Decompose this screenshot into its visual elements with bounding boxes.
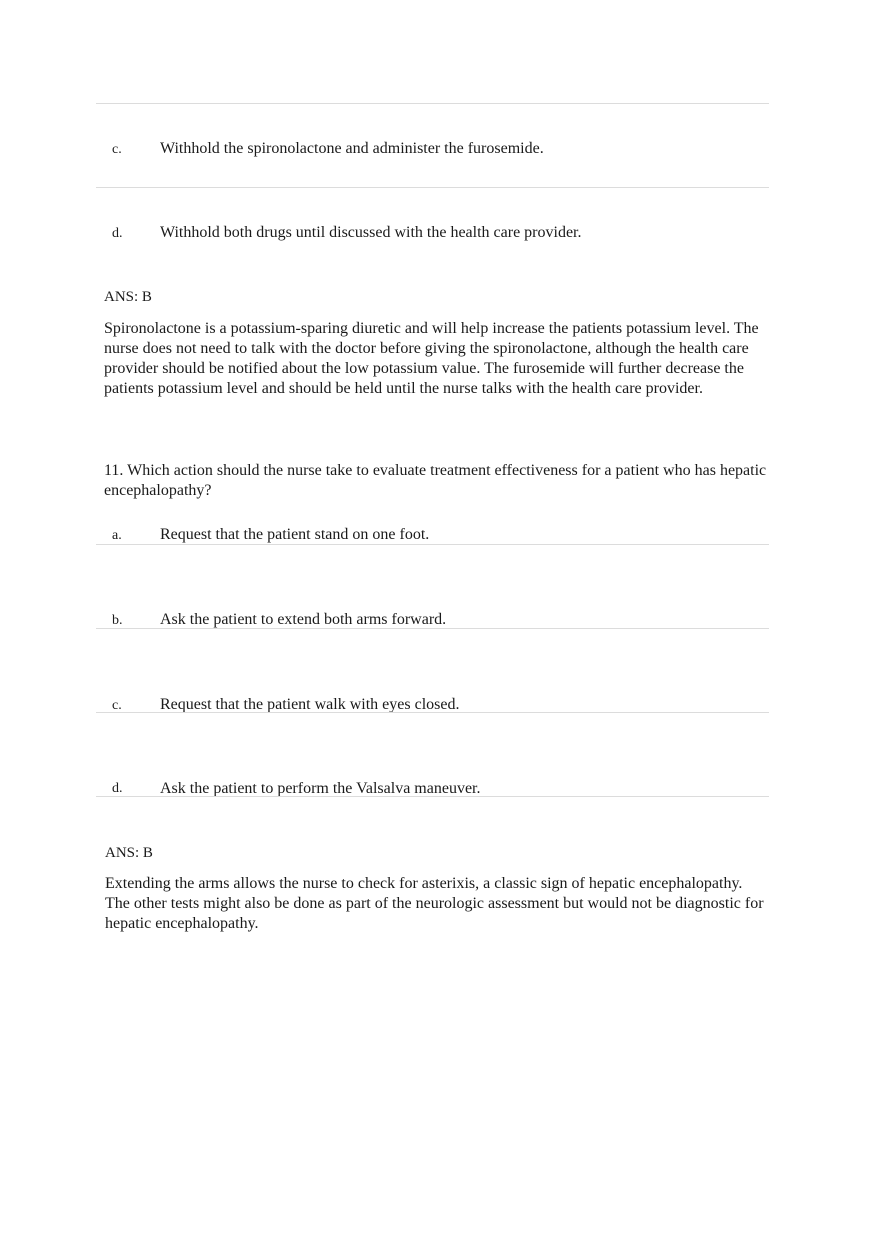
option-divider: [96, 103, 769, 104]
option-letter: c.: [112, 698, 122, 713]
answer-rationale: Extending the arms allows the nurse to check for asterixis, a classic sign of hepatic encephalopathy. The other tests might also be done as part of the neurologic assessment but would not be diagnostic for hepatic encephalopathy.: [105, 875, 764, 932]
option-text: Withhold both drugs until discussed with the health care provider.: [160, 224, 582, 241]
option-text: Ask the patient to extend both arms forward.: [160, 611, 447, 628]
option-letter: d.: [112, 781, 123, 796]
option-divider: [96, 712, 769, 713]
option-letter: b.: [112, 613, 123, 628]
answer-rationale: Spironolactone is a potassium-sparing diuretic and will help increase the patients potassium level. The nurse does not need to talk with the doctor before giving the spironolactone, although the health care provider should be notified about the low potassium value. The furosemide will further decrease the patients potassium level and should be held until the nurse talks with the health care provider.: [104, 320, 759, 397]
option-divider: [96, 187, 769, 188]
option-letter: a.: [112, 528, 122, 543]
option-text: Ask the patient to perform the Valsalva maneuver.: [160, 780, 481, 797]
option-letter: d.: [112, 226, 123, 241]
option-text: Withhold the spironolactone and administer the furosemide.: [160, 140, 544, 157]
option-text: Request that the patient walk with eyes closed.: [160, 696, 460, 713]
option-text: Request that the patient stand on one foot.: [160, 526, 430, 543]
option-divider: [96, 544, 769, 545]
question-text: 11. Which action should the nurse take to evaluate treatment effectiveness for a patient who has hepatic encephalopathy?: [104, 462, 767, 499]
answer-label: ANS: B: [104, 289, 152, 305]
option-letter: c.: [112, 142, 122, 157]
answer-label: ANS: B: [105, 845, 153, 861]
option-divider: [96, 628, 769, 629]
option-divider: [96, 796, 769, 797]
